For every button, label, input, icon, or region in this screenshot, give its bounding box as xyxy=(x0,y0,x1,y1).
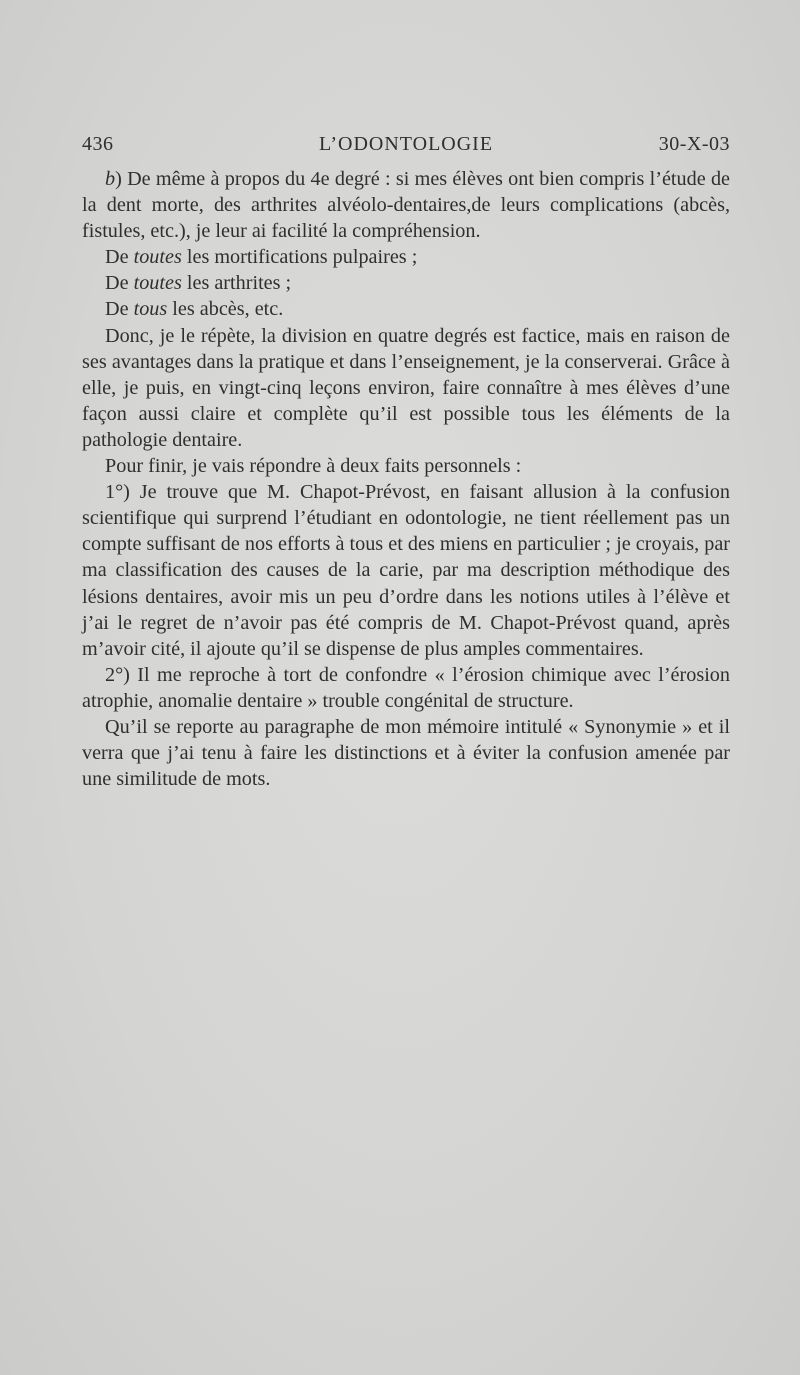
running-title: L’ODONTOLOGIE xyxy=(318,133,494,155)
emphasis: toutes xyxy=(133,246,182,269)
line-prefix: De xyxy=(105,298,134,321)
line-suffix: les abcès, etc. xyxy=(167,298,284,321)
item-letter: b xyxy=(105,168,116,190)
list-line-abces xyxy=(82,296,730,322)
line-prefix: De xyxy=(105,246,134,269)
running-header xyxy=(82,133,730,161)
paragraph-b xyxy=(82,166,730,244)
paragraph-text: ) De même à propos du 4e degré : si mes élèves ont bien compris l’étude de la dent morte, des arthrites alvéolo-dentaires,de leurs complications (abcès, fistules, etc.), je leur ai facilité la compréhension. xyxy=(82,168,730,243)
paragraph-donc: Donc, je le répète, la division en quatre degrés est factice, mais en raison de ses avantages dans la pratique et dans l’enseignement, je la conserverai. Grâce à elle, je puis, en vingt-cinq leçons environ, faire connaître à mes élèves d’une façon aussi claire et complète qu’il est possible tous les éléments de la pathologie dentaire. xyxy=(82,324,730,451)
issue-date: 30-X-03 xyxy=(658,133,730,155)
paragraph-point-2: 2°) Il me reproche à tort de confondre « l’érosion chimique avec l’érosion atrophie, anomalie dentaire » trouble congénital de structure. xyxy=(82,663,730,712)
emphasis: tous xyxy=(133,298,168,321)
line-suffix: les arthrites ; xyxy=(181,272,292,295)
list-line-arthrites xyxy=(82,270,730,296)
paragraph-point-1: 1°) Je trouve que M. Chapot-Prévost, en faisant allusion à la confusion scientifique qui surprend l’étudiant en odontologie, ne tient réellement pas un compte suffisant de nos efforts à tous et des miens en particulier ; je croyais, par ma classification des causes de la carie, par ma description méthodique des lésions dentaires, avoir mis un peu d’ordre dans les notions utiles à l’élève et j’ai le regret de n’avoir pas été compris de M. Chapot-Prévost quand, après m’avoir cité, il ajoute qu’il se dispense de plus amples commentaires. xyxy=(82,481,730,660)
line-suffix: les mortifications pulpaires ; xyxy=(181,246,418,269)
emphasis: toutes xyxy=(133,272,182,295)
page-number: 436 xyxy=(82,133,114,155)
line-prefix: De xyxy=(105,272,134,295)
paragraph-synonymie: Qu’il se reporte au paragraphe de mon mémoire intitulé « Synonymie » et il verra que j’ai tenu à faire les distinctions et à éviter la confusion amenée par une similitude de mots. xyxy=(82,715,730,791)
paragraph-pour-finir: Pour finir, je vais répondre à deux faits personnels : xyxy=(105,455,522,478)
article-body xyxy=(82,166,730,792)
list-line-mortifications xyxy=(82,244,730,270)
